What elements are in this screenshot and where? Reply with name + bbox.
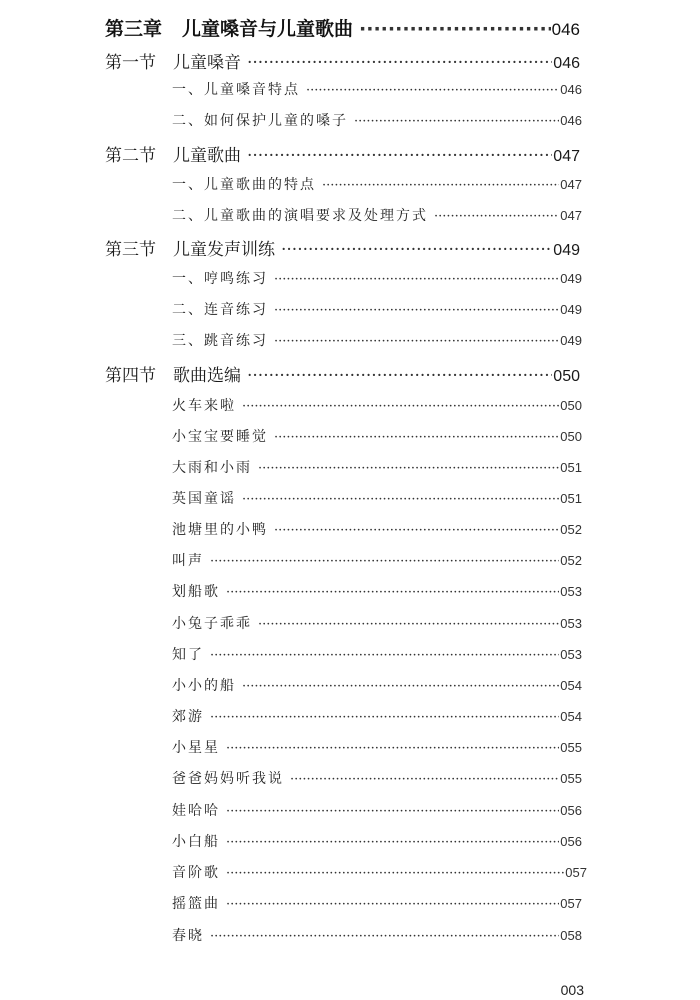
section-title: 儿童歌曲	[173, 146, 241, 166]
chapter-page: 046	[551, 20, 580, 39]
item-title: 小白船	[172, 834, 220, 850]
dot-leader	[258, 461, 559, 476]
item-title: 大雨和小雨	[172, 460, 252, 476]
item-title: 娃哈哈	[172, 803, 220, 819]
dot-leader	[354, 114, 559, 129]
dot-leader	[359, 18, 551, 40]
item-title: 池塘里的小鸭	[172, 522, 268, 538]
item-page: 054	[560, 709, 582, 724]
toc-section-2[interactable]	[105, 141, 580, 166]
item-page: 053	[560, 584, 582, 599]
item-title: 一、儿童歌曲的特点	[172, 177, 316, 193]
section-number: 第一节	[105, 53, 156, 73]
dot-leader	[322, 178, 559, 193]
item-title: 知了	[172, 647, 204, 663]
item-page: 046	[560, 82, 582, 97]
toc-item[interactable]	[172, 79, 582, 99]
item-title: 小小的船	[172, 678, 236, 694]
dot-leader	[242, 492, 559, 507]
toc-item[interactable]	[172, 581, 582, 601]
toc-section-3[interactable]	[105, 235, 580, 260]
item-page: 058	[560, 928, 582, 943]
item-page: 053	[560, 616, 582, 631]
toc-section-1[interactable]	[105, 48, 580, 73]
toc-item[interactable]	[172, 205, 582, 225]
item-page: 047	[560, 208, 582, 223]
toc-item[interactable]	[172, 330, 582, 350]
dot-leader	[226, 835, 559, 850]
item-title: 春晓	[172, 928, 204, 944]
section-number: 第二节	[105, 146, 156, 166]
toc-chapter-entry[interactable]	[105, 14, 580, 41]
section-title: 儿童发声训练	[173, 240, 275, 260]
chapter-title: 儿童嗓音与儿童歌曲	[182, 18, 354, 40]
dot-leader	[226, 804, 559, 819]
section-page: 047	[553, 148, 580, 165]
item-page: 050	[560, 429, 582, 444]
dot-leader	[210, 710, 559, 725]
section-title: 歌曲选编	[173, 366, 241, 386]
toc-item[interactable]	[172, 299, 582, 319]
toc-section-4[interactable]	[105, 361, 580, 386]
section-number: 第四节	[105, 366, 156, 386]
item-page: 055	[560, 740, 582, 755]
toc-item[interactable]	[172, 457, 582, 477]
dot-leader	[281, 240, 552, 260]
toc-item[interactable]	[172, 550, 582, 570]
section-number: 第三节	[105, 240, 156, 260]
item-title: 小星星	[172, 740, 220, 756]
dot-leader	[274, 272, 559, 287]
dot-leader	[242, 399, 559, 414]
item-page: 057	[565, 865, 587, 880]
section-page: 050	[553, 368, 580, 385]
item-title: 郊游	[172, 709, 204, 725]
item-title: 叫声	[172, 553, 204, 569]
folio-page-number: 003	[560, 982, 584, 998]
item-page: 047	[560, 177, 582, 192]
toc-item[interactable]	[172, 675, 582, 695]
toc-item[interactable]	[172, 893, 582, 913]
item-title: 摇篮曲	[172, 896, 220, 912]
item-page: 056	[560, 803, 582, 818]
dot-leader	[247, 146, 552, 166]
dot-leader	[226, 585, 559, 600]
toc-item[interactable]	[172, 519, 582, 539]
toc-item[interactable]	[172, 488, 582, 508]
item-title: 二、如何保护儿童的嗓子	[172, 113, 348, 129]
dot-leader	[274, 523, 559, 538]
dot-leader	[210, 929, 559, 944]
item-title: 二、连音练习	[172, 302, 268, 318]
item-title: 一、哼鸣练习	[172, 271, 268, 287]
chapter-label	[105, 14, 353, 41]
toc-item[interactable]	[172, 925, 582, 945]
section-title: 儿童嗓音	[173, 53, 241, 73]
dot-leader	[247, 366, 552, 386]
toc-item[interactable]	[172, 426, 582, 446]
item-page: 049	[560, 302, 582, 317]
item-page: 049	[560, 271, 582, 286]
toc-item[interactable]	[172, 613, 582, 633]
item-page: 056	[560, 834, 582, 849]
item-title: 三、跳音练习	[172, 333, 268, 349]
item-title: 小宝宝要睡觉	[172, 429, 268, 445]
toc-item[interactable]	[172, 831, 582, 851]
item-page: 052	[560, 553, 582, 568]
item-page: 049	[560, 333, 582, 348]
item-title: 英国童谣	[172, 491, 236, 507]
dot-leader	[274, 334, 559, 349]
toc-item[interactable]	[172, 768, 582, 788]
dot-leader	[242, 679, 559, 694]
item-title: 火车来啦	[172, 398, 236, 414]
dot-leader	[258, 617, 559, 632]
dot-leader	[226, 897, 559, 912]
toc-item[interactable]	[172, 395, 582, 415]
section-page: 046	[553, 55, 580, 72]
toc-item[interactable]	[172, 110, 582, 130]
dot-leader	[247, 53, 552, 73]
item-page: 053	[560, 647, 582, 662]
item-page: 051	[560, 491, 582, 506]
item-page: 051	[560, 460, 582, 475]
dot-leader	[290, 772, 559, 787]
item-title: 二、儿童歌曲的演唱要求及处理方式	[172, 208, 428, 224]
toc-item[interactable]	[172, 644, 582, 664]
item-title: 一、儿童嗓音特点	[172, 82, 300, 98]
item-title: 划船歌	[172, 584, 220, 600]
item-page: 057	[560, 896, 582, 911]
dot-leader	[210, 648, 559, 663]
item-title: 爸爸妈妈听我说	[172, 771, 284, 787]
dot-leader	[434, 209, 559, 224]
dot-leader	[210, 554, 559, 569]
dot-leader	[274, 430, 559, 445]
dot-leader	[226, 741, 559, 756]
toc-item[interactable]	[172, 268, 582, 288]
toc-item[interactable]	[172, 737, 582, 757]
chapter-number: 第三章	[105, 18, 163, 40]
dot-leader	[306, 83, 559, 98]
item-title: 音阶歌	[172, 865, 220, 881]
item-page: 052	[560, 522, 582, 537]
toc-item[interactable]	[172, 862, 587, 882]
toc-item[interactable]	[172, 174, 582, 194]
section-page: 049	[553, 242, 580, 259]
dot-leader	[274, 303, 559, 318]
dot-leader	[226, 866, 564, 881]
item-page: 054	[560, 678, 582, 693]
toc-item[interactable]	[172, 800, 582, 820]
item-title: 小兔子乖乖	[172, 616, 252, 632]
toc-item[interactable]	[172, 706, 582, 726]
item-page: 046	[560, 113, 582, 128]
item-page: 055	[560, 771, 582, 786]
item-page: 050	[560, 398, 582, 413]
